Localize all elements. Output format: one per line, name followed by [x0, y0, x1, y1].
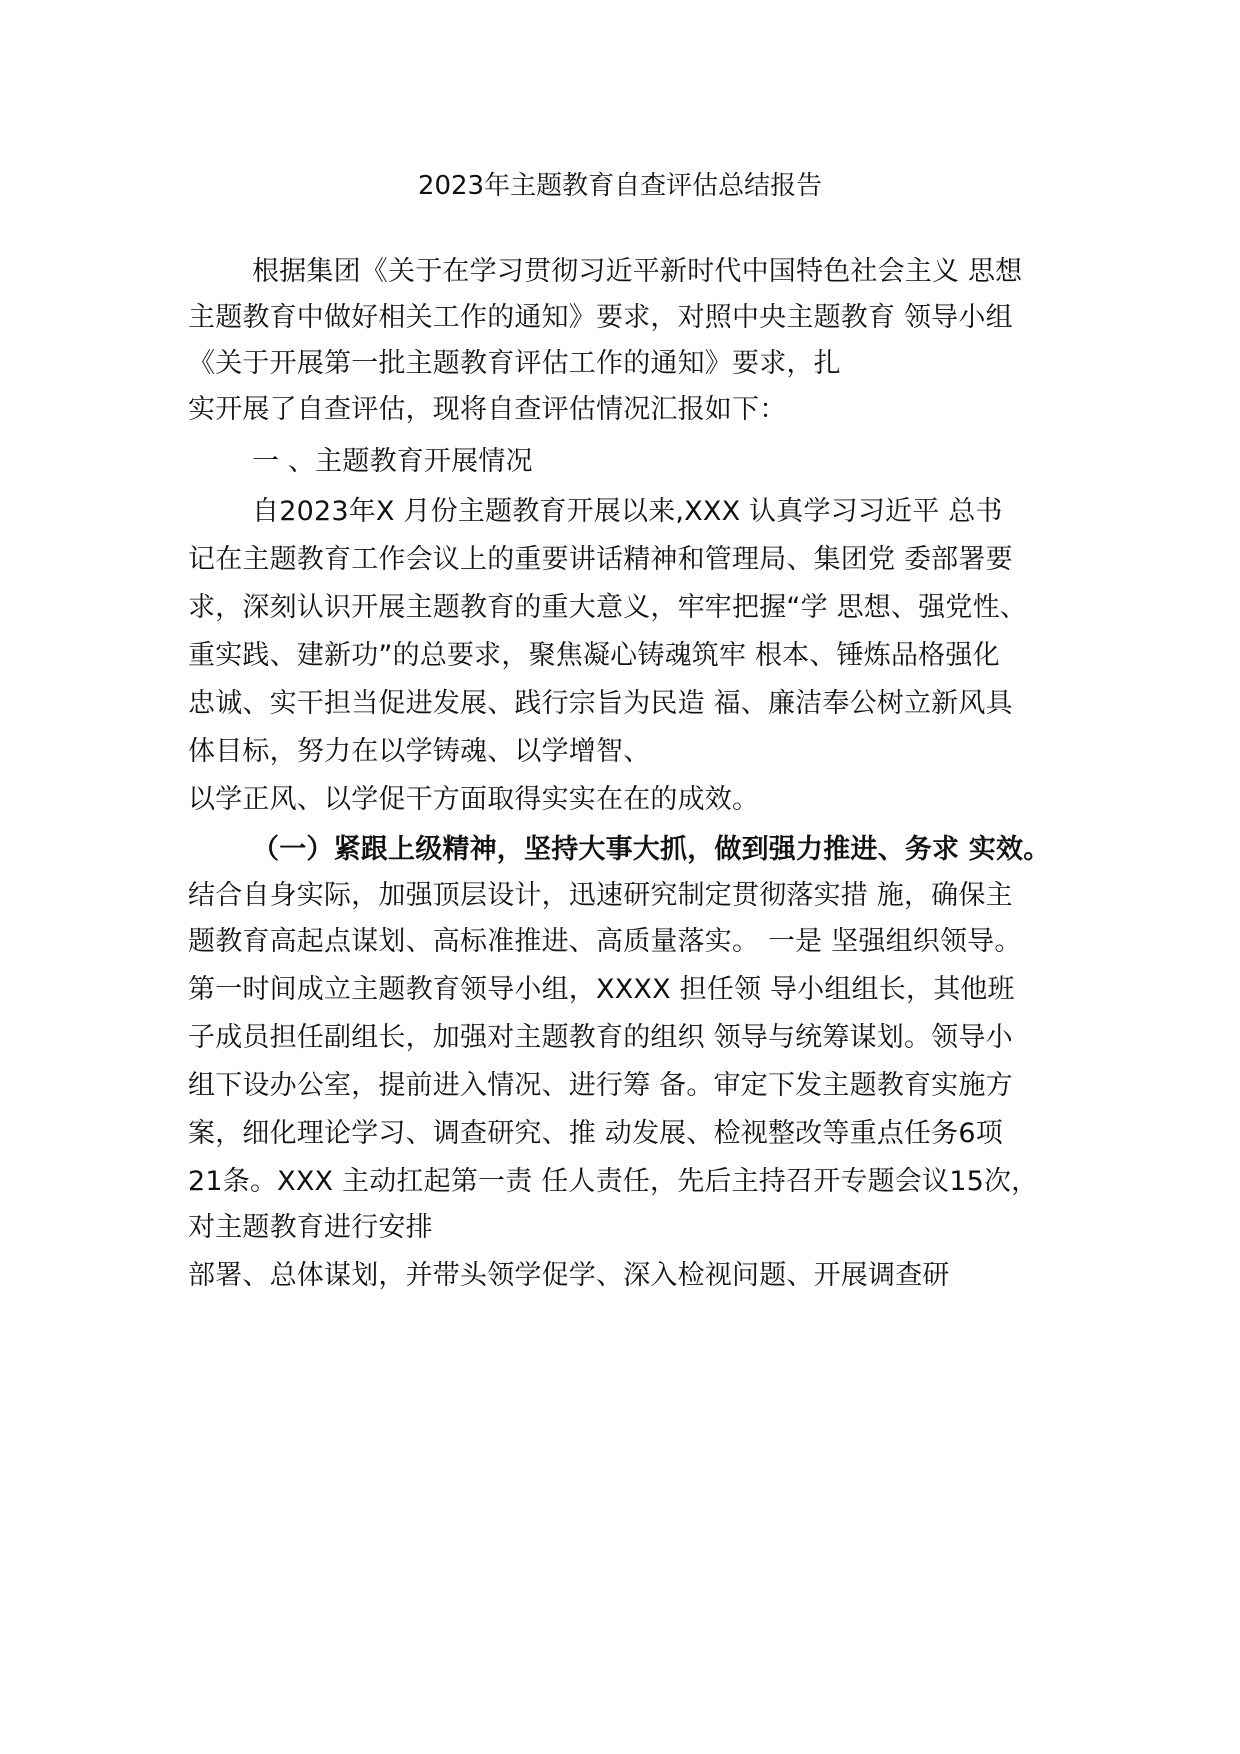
paragraph-line: 体目标，努力在以学铸魂、以学增智、 — [188, 736, 651, 767]
paragraph-line: 忠诚、实干担当促进发展、践行宗旨为民造 福、廉洁奉公树立新风具 — [188, 688, 1013, 719]
paragraph-line: 自2023年X 月份主题教育开展以来,XXX 认真学习习近平 总书 — [252, 496, 1003, 527]
paragraph-line: 结合自身实际，加强顶层设计，迅速研究制定贯彻落实措 施，确保主 — [188, 880, 1013, 911]
paragraph-line: 《关于开展第一批主题教育评估工作的通知》要求，扎 — [188, 348, 841, 379]
paragraph-line: 子成员担任副组长，加强对主题教育的组织 领导与统筹谋划。领导小 — [188, 1022, 1013, 1053]
paragraph-line: 重实践、建新功”的总要求，聚焦凝心铸魂筑牢 根本、锤炼品格强化 — [188, 640, 1000, 671]
paragraph-line: 第一时间成立主题教育领导小组，XXXX 担任领 导小组组长，其他班 — [188, 974, 1015, 1005]
paragraph-line: 主题教育中做好相关工作的通知》要求，对照中央主题教育 领导小组 — [188, 302, 1013, 333]
paragraph-line: 实开展了自查评估，现将自查评估情况汇报如下： — [188, 394, 787, 425]
paragraph-line: 题教育高起点谋划、高标准推进、高质量落实。 一是 坚强组织领导。 — [188, 926, 1022, 957]
paragraph-line: 部署、总体谋划，并带头领学促学、深入检视问题、开展调查研 — [188, 1260, 950, 1291]
paragraph-line: 21条。XXX 主动扛起第一责 任人责任，先后主持召开专题会议15次， — [188, 1166, 1039, 1197]
paragraph-line: 案，细化理论学习、调查研究、推 动发展、检视整改等重点任务6项 — [188, 1118, 1003, 1149]
paragraph-line: 以学正风、以学促干方面取得实实在在的成效。 — [188, 784, 760, 815]
paragraph-line: 记在主题教育工作会议上的重要讲话精神和管理局、集团党 委部署要 — [188, 544, 1013, 575]
paragraph-line: 对主题教育进行安排 — [188, 1212, 433, 1243]
document-title: 2023年主题教育自查评估总结报告 — [417, 171, 823, 201]
paragraph-line: 组下设办公室，提前进入情况、进行筹 备。审定下发主题教育实施方 — [188, 1070, 1013, 1101]
paragraph-line: 求，深刻认识开展主题教育的重大意义，牢牢把握“学 思想、强党性、 — [188, 592, 1027, 623]
paragraph-line: 根据集团《关于在学习贯彻习近平新时代中国特色社会主义 思想 — [252, 256, 1023, 287]
subsection-heading: （一）紧跟上级精神，坚持大事大抓，做到强力推进、务求 实效。 — [252, 834, 1051, 865]
section-heading: 一 、主题教育开展情况 — [252, 446, 533, 477]
